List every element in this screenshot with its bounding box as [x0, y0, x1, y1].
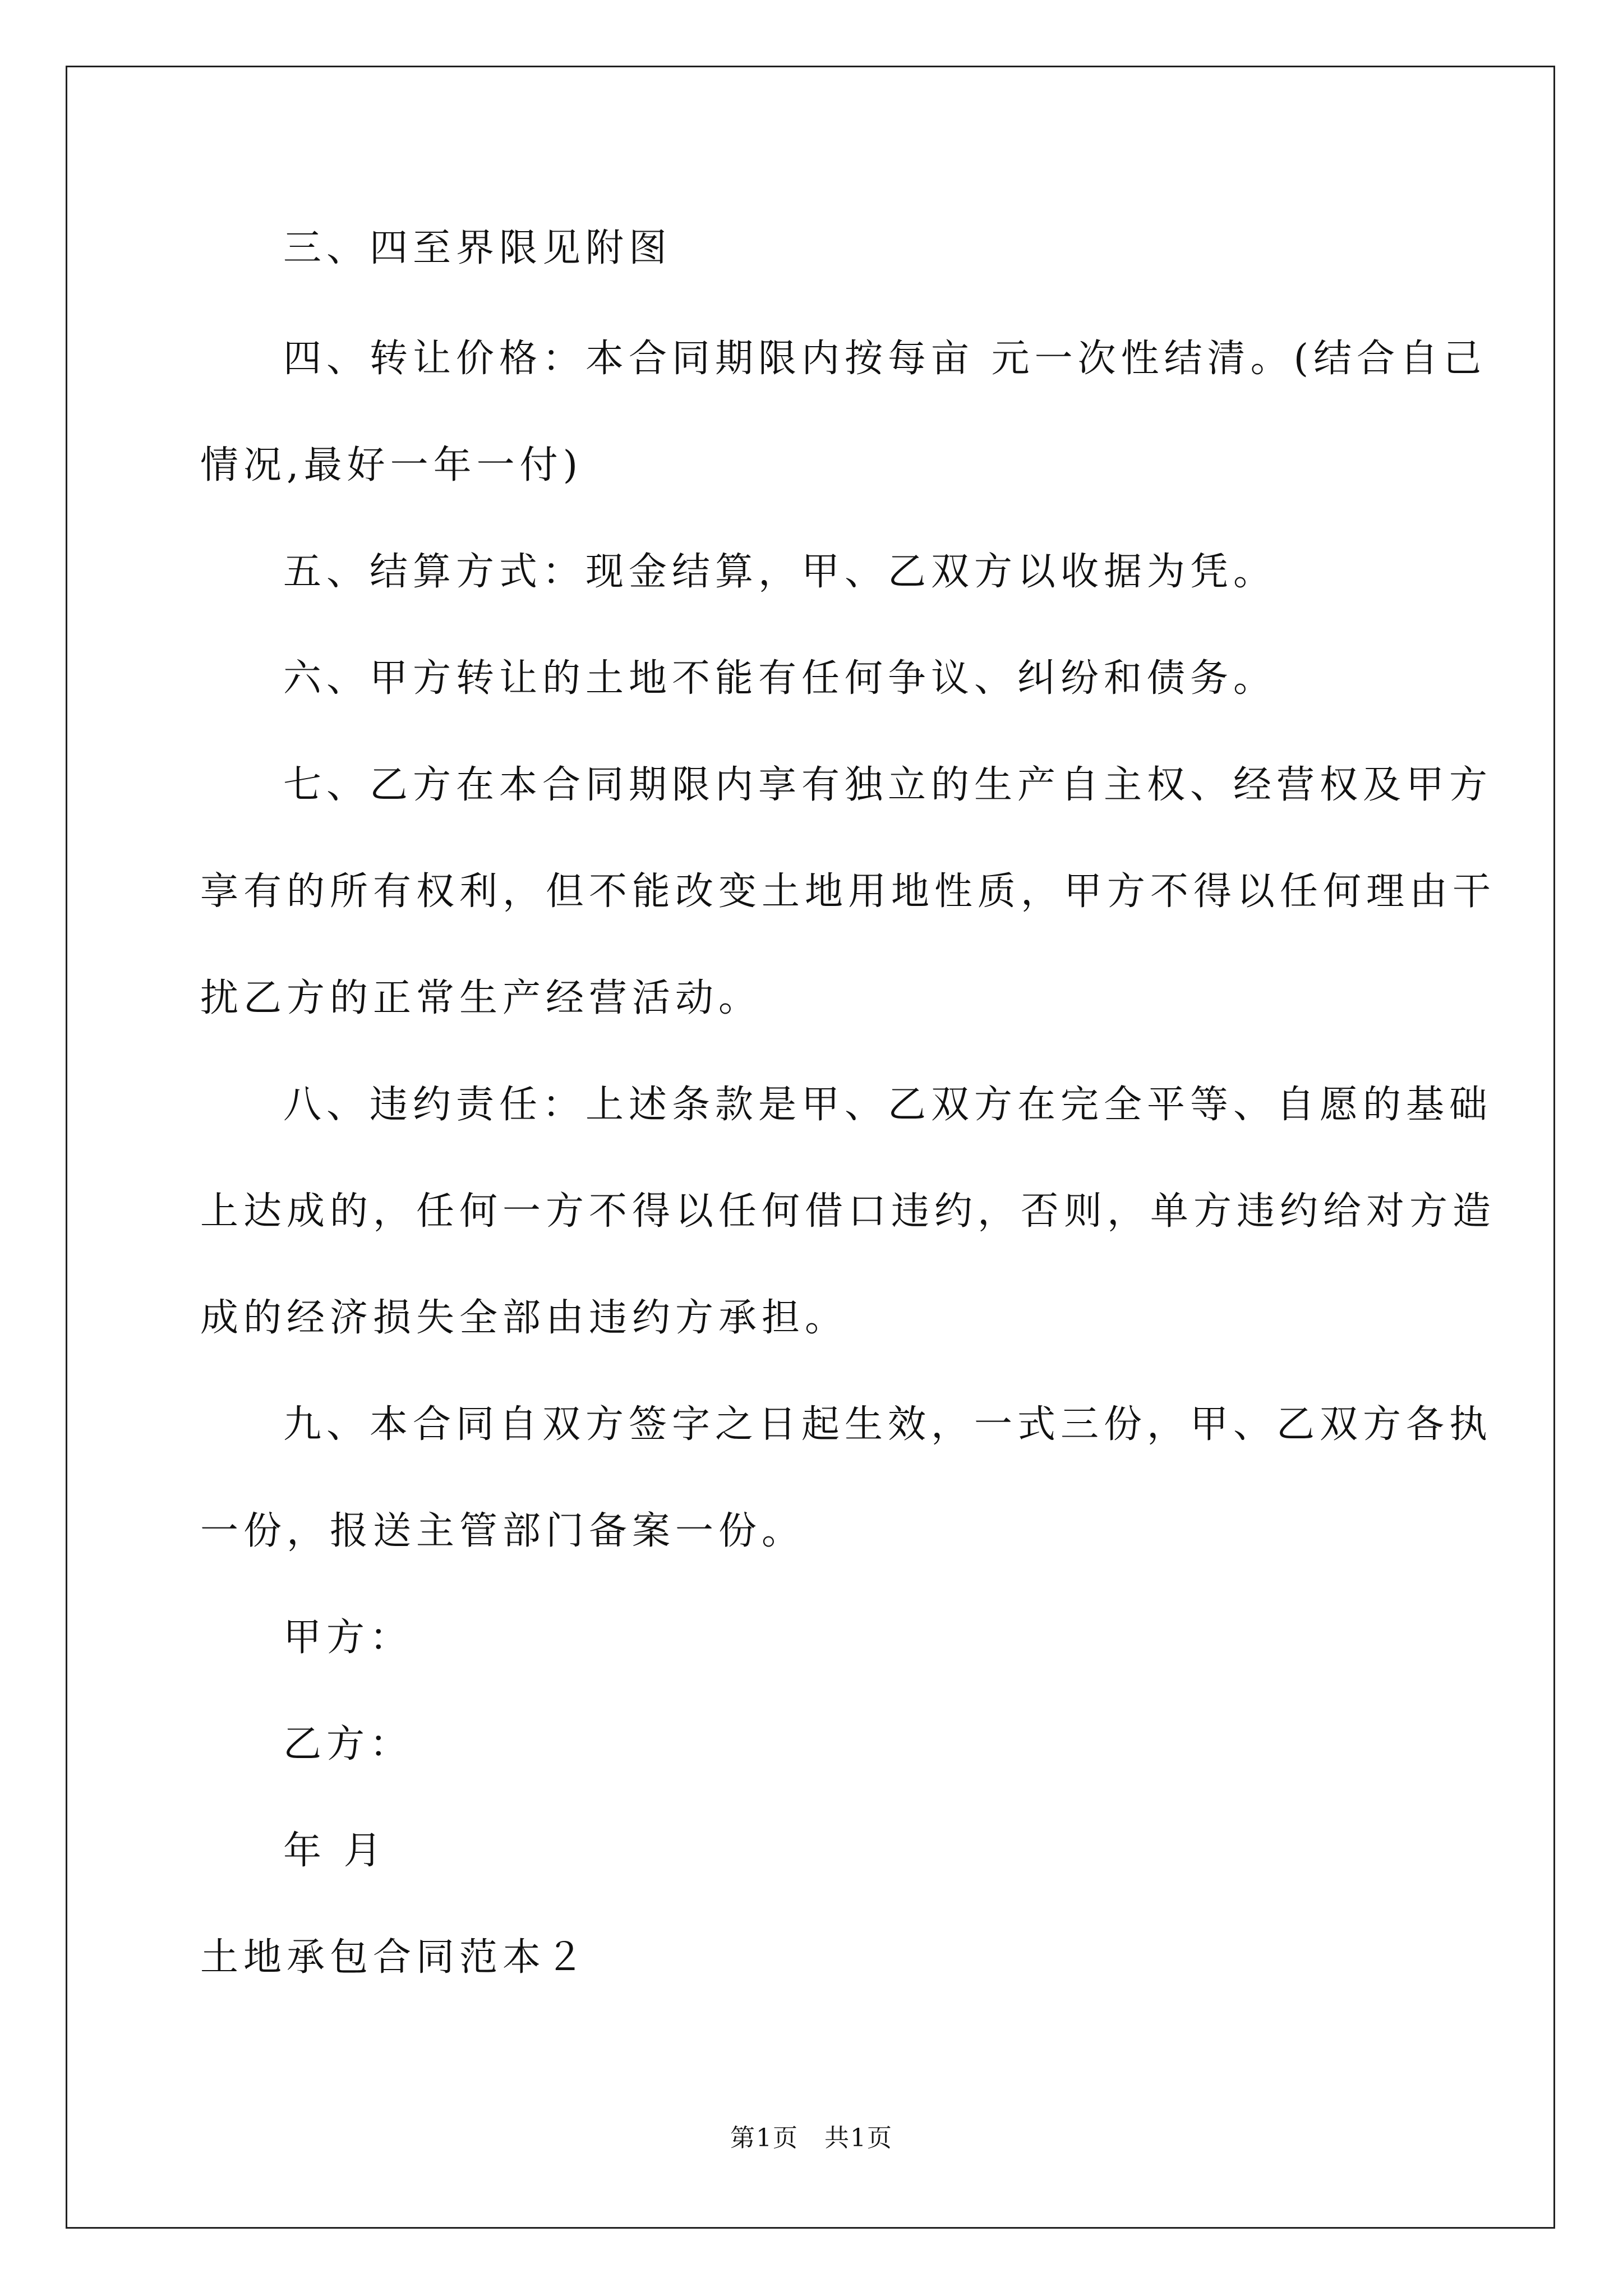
- party-a-signature: 甲方：: [283, 1616, 413, 1660]
- clause-9-line-1: 九、本合同自双方签字之日起生效，一式三份，甲、乙双方各执: [283, 1402, 1493, 1447]
- clause-9-line-2: 一份，报送主管部门备案一份。: [200, 1509, 805, 1553]
- clause-6: 六、甲方转让的土地不能有任何争议、纠纷和债务。: [283, 656, 1277, 701]
- clause-4-line-2: 情况,最好一年一付): [200, 443, 583, 487]
- page-footer: 第1页 共1页: [730, 2124, 893, 2152]
- date-line: 年 月: [283, 1829, 387, 1873]
- clause-8-line-3: 成的经济损失全部由违约方承担。: [200, 1296, 849, 1340]
- clause-7-line-3: 扰乙方的正常生产经营活动。: [200, 976, 762, 1020]
- party-b-signature: 乙方：: [283, 1722, 413, 1766]
- clause-5: 五、结算方式：现金结算，甲、乙双方以收据为凭。: [283, 550, 1277, 594]
- clause-7-line-1: 七、乙方在本合同期限内享有独立的生产自主权、经营权及甲方: [283, 763, 1493, 807]
- clause-8-line-1: 八、违约责任：上述条款是甲、乙双方在完全平等、自愿的基础: [283, 1083, 1493, 1127]
- section-heading: 土地承包合同范本２: [200, 1935, 589, 1980]
- page-frame: [66, 66, 1555, 2229]
- clause-3: 三、四至界限见附图: [283, 226, 672, 270]
- clause-4-line-1: 四、转让价格：本合同期限内按每亩 元一次性结清。(结合自己: [283, 337, 1487, 381]
- clause-7-line-2: 享有的所有权利，但不能改变土地用地性质，甲方不得以任何理由干: [200, 869, 1496, 914]
- clause-8-line-2: 上达成的，任何一方不得以任何借口违约，否则，单方违约给对方造: [200, 1189, 1496, 1234]
